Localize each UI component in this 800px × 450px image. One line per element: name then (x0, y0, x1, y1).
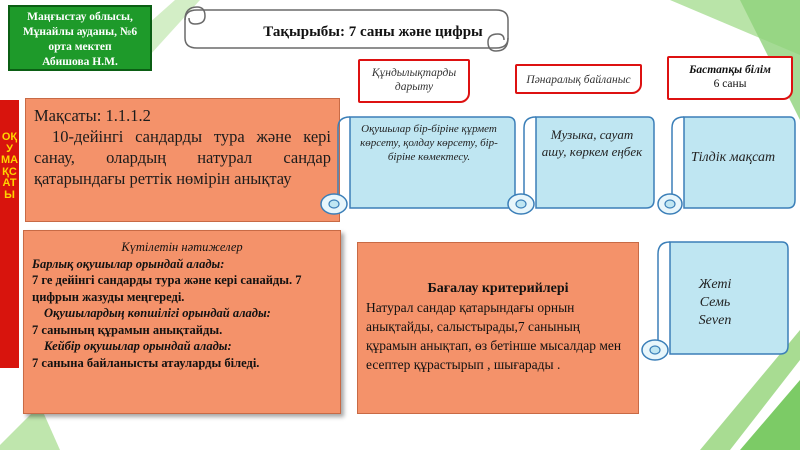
results-most-text: 7 санының құрамын анықтайды. (32, 322, 223, 337)
evaluation-heading: Бағалау критерийлері (427, 281, 569, 296)
prior-knowledge-value: 6 саны (713, 78, 747, 90)
crosslink-ribbon: Пәнаралық байланыс (515, 64, 642, 94)
results-all-label: Барлық оқушылар орындай алады: (32, 256, 225, 271)
results-some-label: Кейбір оқушылар орындай алады: (44, 339, 232, 353)
prior-knowledge-label: Бастапқы білім (689, 64, 771, 76)
number-word: Seven (698, 313, 732, 328)
objective-box (25, 98, 340, 222)
number-word: Семь (699, 295, 731, 310)
evaluation-criteria-box (357, 242, 639, 414)
results-some-text: 7 санына байланысты атауларды біледі. (32, 355, 260, 370)
expected-results-box (23, 230, 341, 414)
values-scroll-text: Оқушылар бір-біріне құрмет көрсету, қолдау көрсету, бір-біріне көмектесу. (360, 123, 498, 163)
results-all-text: 7 ге дейінгі сандарды тура және кері санайды. 7 цифрын жазуды меңгереді. (32, 273, 302, 304)
results-heading: Күтілетін нәтижелер (121, 240, 243, 254)
author-line: орта мектеп (48, 41, 112, 53)
author-box (8, 5, 152, 71)
number-word: Жеті (698, 277, 732, 292)
crosslink-scroll-text: Музыка, сауат ашу, көркем еңбек (541, 127, 643, 159)
evaluation-text: Натурал сандар қатарындағы орнын анықтайды, салыстырады,7 санының құрамын анықтап, өз бетінше мысалдар мен есептер құрастырып , шығарады . (366, 300, 622, 372)
objective-text: 10-дейінгі сандарды тура және кері санау, олардың натурал сандар қатарындағы реттік нөмірін анықтау (34, 127, 331, 188)
language-goal-text: Тілдік мақсат (690, 150, 776, 165)
values-ribbon: Құндылықтарды дарыту (358, 59, 470, 103)
language-goal-scroll (656, 112, 796, 220)
author-line: Мұнайлы ауданы, №6 (22, 26, 138, 38)
number-words-list (660, 276, 770, 330)
author-line: Маңғыстау облысы, (27, 11, 133, 23)
learning-objective-vertical-label: ОҚУ МАҚСАТЫ (0, 100, 19, 368)
author-name: Абишова Н.М. (42, 56, 118, 68)
results-most-label: Оқушылардың көпшілігі орындай алады: (44, 306, 271, 320)
prior-knowledge-ribbon (667, 56, 793, 100)
lesson-title: Тақырыбы: 7 саны және цифры (263, 24, 483, 40)
objective-code: Мақсаты: 1.1.1.2 (34, 106, 151, 125)
